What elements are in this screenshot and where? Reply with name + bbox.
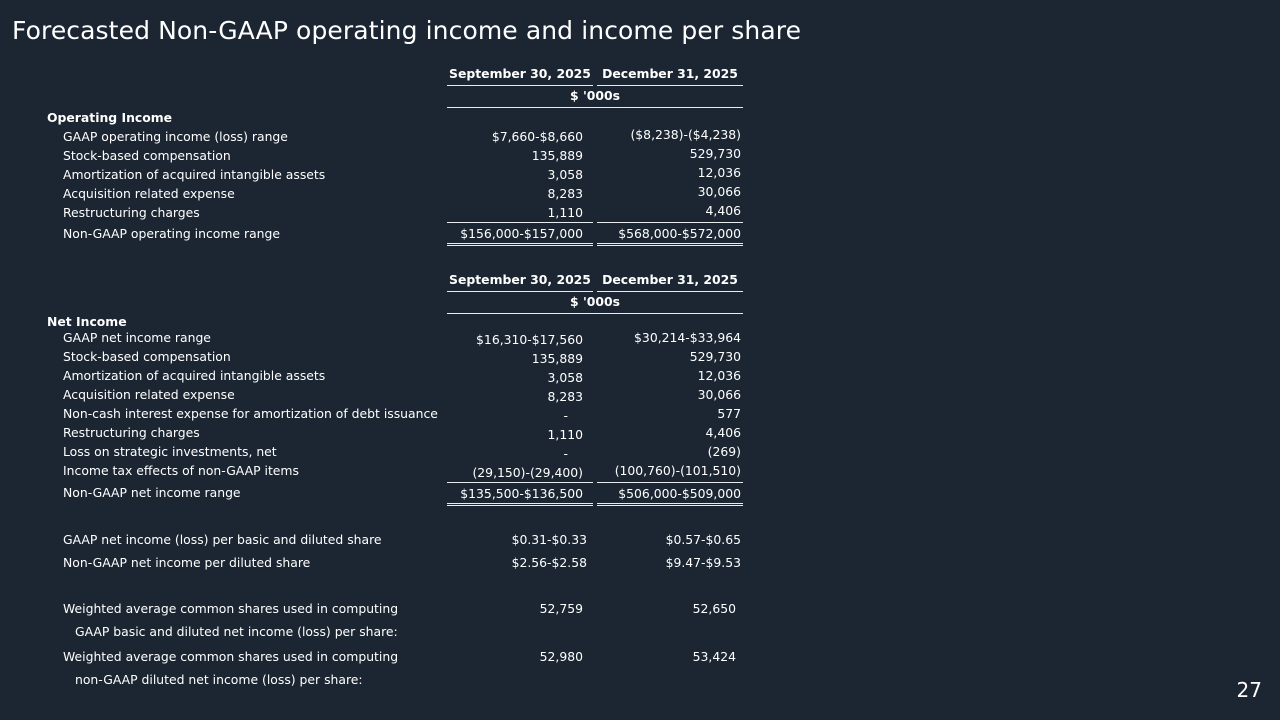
per-share-value-sep: $0.31-$0.33 xyxy=(511,532,587,547)
row-value-dec: 577 xyxy=(717,406,741,421)
row-label: Restructuring charges xyxy=(63,425,200,440)
row-label: Amortization of acquired intangible assets xyxy=(63,368,326,383)
total-rule xyxy=(447,503,593,504)
row-value-sep: - xyxy=(563,408,568,423)
col-header-sep-2025: September 30, 2025 xyxy=(449,272,591,287)
row-value-sep: 135,889 xyxy=(531,148,583,163)
row-label: Restructuring charges xyxy=(63,205,200,220)
total-value-sep: $135,500-$136,500 xyxy=(460,486,583,501)
total-rule xyxy=(447,243,593,244)
row-label: Acquisition related expense xyxy=(63,387,235,402)
row-value-dec: 30,066 xyxy=(697,184,741,199)
per-share-value-dec: $9.47-$9.53 xyxy=(665,555,741,570)
row-label: Loss on strategic investments, net xyxy=(63,444,277,459)
total-value-sep: $156,000-$157,000 xyxy=(460,226,583,241)
row-label: Stock-based compensation xyxy=(63,148,231,163)
page-title: Forecasted Non-GAAP operating income and income per share xyxy=(12,16,802,45)
subtotal-rule xyxy=(597,222,743,223)
total-rule xyxy=(597,243,743,244)
units-rule xyxy=(447,313,743,314)
page-number: 27 xyxy=(1236,678,1262,702)
total-rule xyxy=(447,505,593,506)
total-value-dec: $568,000-$572,000 xyxy=(618,226,741,241)
col-header-dec-2025: December 31, 2025 xyxy=(602,272,738,287)
header-rule xyxy=(597,85,743,86)
row-value-sep: 135,889 xyxy=(531,351,583,366)
row-value-dec: 12,036 xyxy=(697,165,741,180)
subtotal-rule xyxy=(597,482,743,483)
row-value-sep: - xyxy=(563,446,568,461)
header-rule xyxy=(597,291,743,292)
row-value-dec: 4,406 xyxy=(705,425,741,440)
units-label: $ '000s xyxy=(570,88,620,103)
units-label: $ '000s xyxy=(570,294,620,309)
row-value-sep: $7,660-$8,660 xyxy=(491,129,583,144)
total-rule xyxy=(447,245,593,246)
row-label: GAAP operating income (loss) range xyxy=(63,129,288,144)
per-share-value-dec: $0.57-$0.65 xyxy=(665,532,741,547)
shares-value-sep: 52,759 xyxy=(539,601,583,616)
row-label: Stock-based compensation xyxy=(63,349,231,364)
shares-label-cont: non-GAAP diluted net income (loss) per share: xyxy=(75,672,363,687)
per-share-label: Non-GAAP net income per diluted share xyxy=(63,555,311,570)
row-value-sep: 8,283 xyxy=(547,186,583,201)
col-header-dec-2025: December 31, 2025 xyxy=(602,66,738,81)
header-rule xyxy=(447,291,593,292)
header-rule xyxy=(447,85,593,86)
row-value-sep: $16,310-$17,560 xyxy=(476,332,583,347)
row-value-dec: (100,760)-(101,510) xyxy=(614,463,741,478)
shares-label: Weighted average common shares used in computing xyxy=(63,649,399,664)
total-rule xyxy=(597,503,743,504)
row-value-sep: 8,283 xyxy=(547,389,583,404)
total-rule xyxy=(597,245,743,246)
col-header-sep-2025: September 30, 2025 xyxy=(449,66,591,81)
per-share-value-sep: $2.56-$2.58 xyxy=(511,555,587,570)
section-operating-income: Operating Income xyxy=(47,110,173,125)
shares-value-sep: 52,980 xyxy=(539,649,583,664)
row-label: Income tax effects of non-GAAP items xyxy=(63,463,299,478)
per-share-label: GAAP net income (loss) per basic and diluted share xyxy=(63,532,382,547)
row-label: Non-cash interest expense for amortization of debt issuance xyxy=(63,406,438,421)
row-value-dec: (269) xyxy=(707,444,741,459)
row-label: Amortization of acquired intangible assets xyxy=(63,167,326,182)
section-net-income: Net Income xyxy=(47,314,127,329)
row-value-dec: 12,036 xyxy=(697,368,741,383)
row-value-dec: 529,730 xyxy=(689,146,741,161)
row-value-dec: $30,214-$33,964 xyxy=(634,330,741,345)
subtotal-rule xyxy=(447,222,593,223)
total-rule xyxy=(597,505,743,506)
row-value-sep: (29,150)-(29,400) xyxy=(472,465,583,480)
row-value-sep: 3,058 xyxy=(547,370,583,385)
shares-label-cont: GAAP basic and diluted net income (loss) per share: xyxy=(75,624,398,639)
shares-label: Weighted average common shares used in computing xyxy=(63,601,399,616)
row-label: Acquisition related expense xyxy=(63,186,235,201)
subtotal-rule xyxy=(447,482,593,483)
row-value-sep: 1,110 xyxy=(547,427,583,442)
row-value-dec: ($8,238)-($4,238) xyxy=(630,127,741,142)
row-label: GAAP net income range xyxy=(63,330,211,345)
row-value-dec: 4,406 xyxy=(705,203,741,218)
row-value-sep: 3,058 xyxy=(547,167,583,182)
row-value-sep: 1,110 xyxy=(547,205,583,220)
total-value-dec: $506,000-$509,000 xyxy=(618,486,741,501)
total-label: Non-GAAP net income range xyxy=(63,485,241,500)
row-value-dec: 529,730 xyxy=(689,349,741,364)
shares-value-dec: 53,424 xyxy=(692,649,736,664)
units-rule xyxy=(447,107,743,108)
row-value-dec: 30,066 xyxy=(697,387,741,402)
total-label: Non-GAAP operating income range xyxy=(63,226,281,241)
shares-value-dec: 52,650 xyxy=(692,601,736,616)
